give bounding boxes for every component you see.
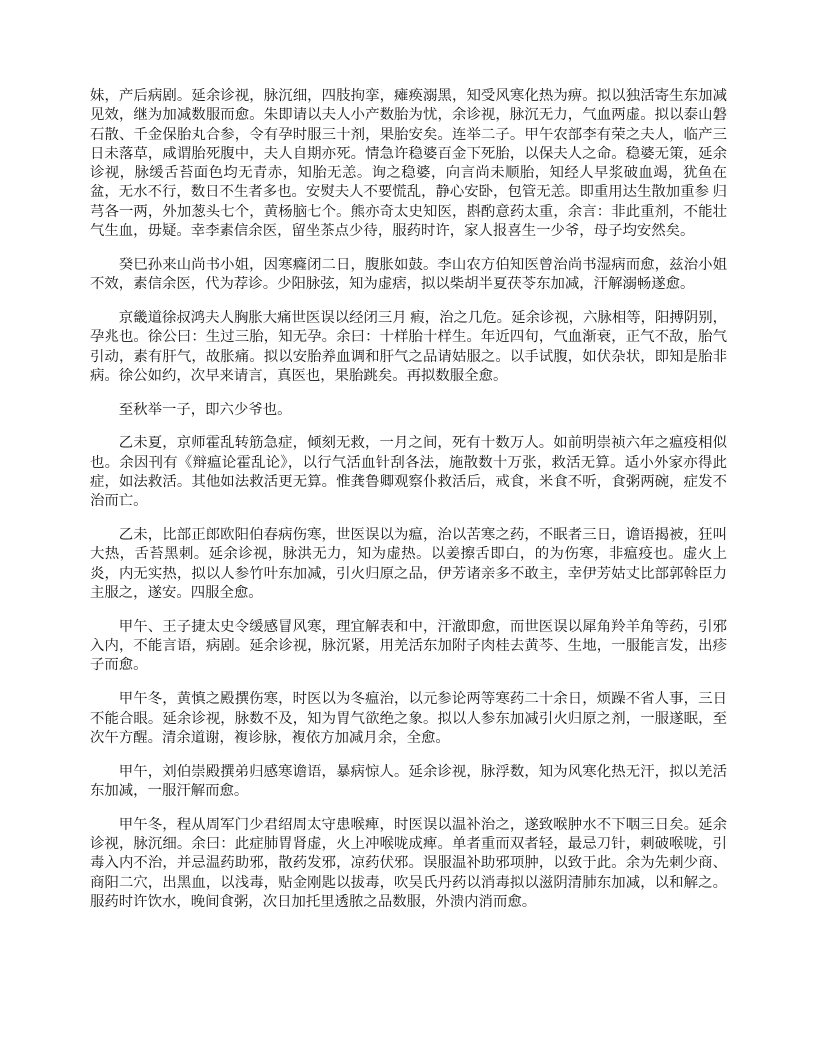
paragraph-10: 甲午冬，程从周军门少君绍周太守患喉痺，时医误以温补治之，遂致喉肿水不下咽三日矣。延余诊视，脉沉细。余曰：此症肺胃肾虚，火上冲喉咙成痺。单者重而双者轻，最忌刀针，刺破喉咙，引毒入内不治，并忌温药助邪，散药发邪，凉药伏邪。误服温补助邪项肿，以致于此。余为先刺少商、商阳二穴，出黑血，以浅毒，贴金刚匙以拔毒，吹吴氏丹药以消毒拟以滋阴清肺东加减，以和解之。服药时许饮水，晚间食粥，次日加托里透脓之品数服，外溃内消而愈。 <box>90 816 727 910</box>
document-text-block <box>90 87 727 912</box>
paragraph-4: 至秋举一子，即六少爷也。 <box>118 401 292 418</box>
paragraph-5: 乙未夏，京师霍乱转筋急症，倾刻无救，一月之间，死有十数万人。如前明崇祯六年之瘟疫相似也。余因刊有《辩瘟论霍乱论》，以行气活血针刮各法，施散数十万张，救活无算。适小外家亦得此症，如法救活。其他如法救活更无算。惟龚鲁卿观察仆救活后，戒食，米食不听，食粥两碗，症发不治而亡。 <box>90 435 727 510</box>
paragraph-8: 甲午冬，黄慎之殿撰伤寒，时医以为冬瘟治，以元参论两等寒药二十余日，烦躁不省人事，三日不能合眼。延余诊视，脉数不及，知为胃气欲绝之象。拟以人参东加减引火归原之剂，一服遂眠，至次午方醒。清余道谢，複诊脉，複依方加减月余，全愈。 <box>90 691 727 746</box>
paragraph-2: 癸巳孙来山尚书小姐，因寒癃闭二日，腹胀如鼓。李山农方伯知医曾治尚书湿病而愈，兹治小姐不效，素信余医，代为荐诊。少阳脉弦，知为虚痞，拟以柴胡半夏茯苓东加减，汗解溺畅遂愈。 <box>90 256 727 293</box>
paragraph-9: 甲午，刘伯崇殿撰弟归感寒谵语，暴病惊人。延余诊视，脉浮数，知为风寒化热无汗，拟以羌活东加减，一服汗解而愈。 <box>90 763 727 799</box>
paragraph-3: 京畿道徐叔鸿夫人胸胀大痛世医误以经闭三月 瘕，治之几危。延余诊视，六脉相等，阳搏阴别，孕兆也。徐公曰：生过三胎，知无孕。余曰：十样胎十样生。年近四旬，气血渐衰，正气不敌，胎气引动，素有肝气，故胀痛。拟以安胎养血调和肝气之品请姑服之。以手试腹，如伏杂状，即知是胎非病。徐公如约，次早来请言，真医也，果胎跳矣。再拟数服全愈。 <box>90 309 727 384</box>
paragraph-1: 妹，产后病剧。延余诊视，脉沉细，四肢拘挛，瘫痪溺黑，知受风寒化热为痹。拟以独活寄生东加减见效，继为加减数服而愈。朱即请以夫人小产数胎为忧，余诊视，脉沉无力，气血两虚。拟以泰山磐石散、千金保胎丸合参，令有孕时服三十剂，果胎安矣。连举二子。甲午农部李有荣之夫人，临产三日未落草，咸谓胎死腹中，夫人自期亦死。情急许稳婆百金下死胎，以保夫人之命。稳婆无策，延余诊视，脉缓舌苔面色均无青赤，知胎无恙。询之稳婆，向言尚未顺胎，知经人早浆破血竭，犹鱼在盆，无水不行，数日不生者多也。安熨夫人不要慌乱，静心安卧，包管无恙。即重用达生散加重参 归芎各一两，外加葱头七个，黄杨脑七个。熊亦奇太史知医，斟酌意药太重，余言：非此重剂，不能壮气生血，毋疑。幸李素信余医，留坐茶点少待，服药时许，家人报喜生一少爷，母子均安然矣。 <box>90 88 727 240</box>
paragraph-6: 乙未，比部正郎欧阳伯春病伤寒，世医误以为瘟，治以苦寒之药，不眠者三日，谵语揭被，狂叫大热，舌苔黑刺。延余诊视，脉洪无力，知为虚热。以姜擦舌即白，的为伤寒，非瘟疫也。虚火上炎，内无实热，拟以人参竹叶东加减，引火归原之品，伊芳诸亲多不敢主，幸伊芳姑丈比部郭斡臣力主服之，遂安。四服全愈。 <box>90 527 727 602</box>
paragraph-7: 甲午、王子捷太史令缓感冒风寒，理宜解表和中，汗澈即愈，而世医误以犀角羚羊角等药，引邪入内，不能言语，病剧。延余诊视，脉沉紧，用羌活东加附子肉桂去黄芩、生地，一服能言发，出疹子而愈。 <box>90 618 727 674</box>
